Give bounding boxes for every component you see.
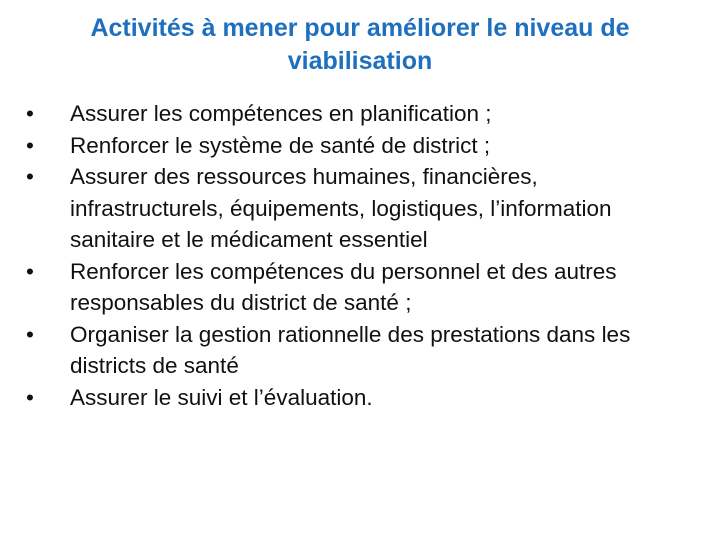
bullet-text: Assurer des ressources humaines, financières, infrastructurels, équipements, logistiques, l’information sanitaire et le médicament essentiel	[70, 164, 612, 252]
bullet-dot-icon: •	[26, 258, 34, 284]
bullet-text: Renforcer les compétences du personnel et des autres responsables du district de santé ;	[70, 258, 617, 315]
bullet-dot-icon: •	[26, 101, 34, 126]
bullet-dot-icon: •	[26, 321, 34, 347]
bullet-item	[26, 98, 696, 130]
bullet-item	[26, 130, 696, 162]
bullet-text: Renforcer le système de santé de district ;	[70, 132, 491, 158]
bullet-item	[26, 319, 696, 382]
bullet-dot-icon: •	[26, 384, 34, 410]
bullet-text: Assurer les compétences en planification ;	[70, 101, 492, 126]
bullet-text: Organiser la gestion rationnelle des prestations dans les districts de santé	[70, 321, 631, 378]
bullet-dot-icon: •	[26, 132, 34, 158]
slide-title: Activités à mener pour améliorer le niveau de viabilisation	[90, 14, 630, 75]
bullet-item	[26, 256, 696, 319]
bullet-text: Assurer le suivi et l’évaluation.	[70, 384, 373, 410]
bullet-item	[26, 161, 696, 256]
bullet-list	[26, 98, 696, 413]
bullet-item	[26, 382, 696, 414]
bullet-dot-icon: •	[26, 164, 34, 189]
